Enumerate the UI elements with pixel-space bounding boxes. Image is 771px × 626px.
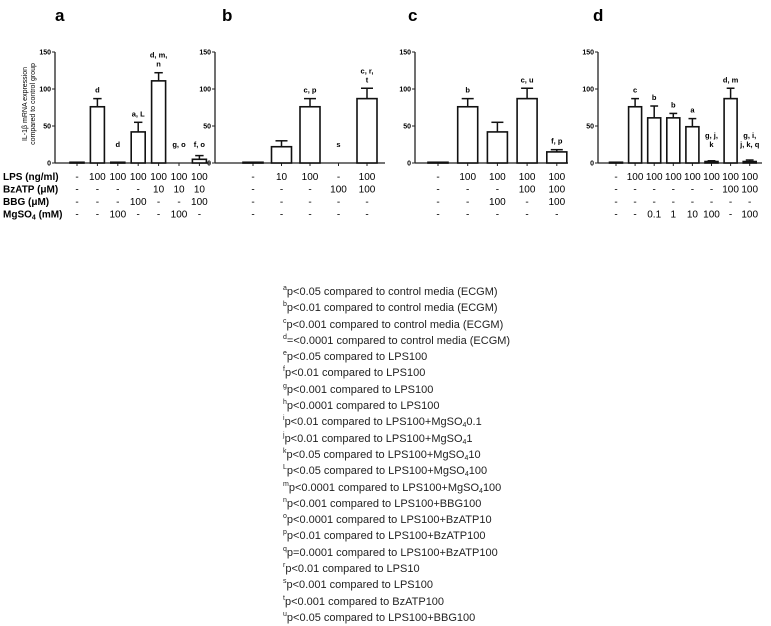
condition-value: - xyxy=(279,184,284,196)
condition-value: 10 xyxy=(173,184,185,196)
condition-value: - xyxy=(436,184,440,196)
bar xyxy=(90,107,104,163)
bar xyxy=(70,162,84,163)
condition-value: 0.1 xyxy=(647,209,662,221)
condition-value: - xyxy=(633,184,637,196)
bar xyxy=(724,99,737,163)
footnote: $^e$p<0.05 compared to LPS100 xyxy=(283,350,428,364)
condition-value: - xyxy=(525,209,529,221)
significance-label: b xyxy=(671,100,676,110)
condition-value: 10 xyxy=(153,184,165,196)
y-tick-label: 0 xyxy=(207,160,211,168)
condition-value: 100 xyxy=(89,172,106,183)
condition-row-label: BBG (μM) xyxy=(3,197,50,208)
significance-label: f, o xyxy=(193,140,206,149)
significance-label: c, r, xyxy=(360,66,374,76)
condition-value: 100 xyxy=(489,172,506,183)
significance-label: g, i, xyxy=(743,131,757,140)
condition-value: - xyxy=(690,184,695,196)
footnote: $^f$p<0.01 compared to LPS100 xyxy=(283,366,426,380)
condition-value: - xyxy=(308,197,312,208)
condition-value: - xyxy=(156,197,161,208)
significance-label: d xyxy=(115,140,121,149)
condition-value: - xyxy=(95,209,100,221)
condition-value: - xyxy=(466,197,470,208)
bar xyxy=(131,132,145,163)
footnote-marker: a xyxy=(283,285,287,292)
footnote: $^k$p<0.05 compared to LPS100+MgSO$_4$10 xyxy=(283,447,481,462)
condition-value: 100 xyxy=(645,172,663,183)
condition-value: - xyxy=(614,172,618,183)
footnote: $^d$=<0.0001 compared to control media (ECGM) xyxy=(283,333,511,347)
bar xyxy=(111,162,125,163)
footnote-marker: n xyxy=(283,496,287,504)
bar xyxy=(243,162,263,163)
footnote: $^n$p<0.001 compared to LPS100+BBG100 xyxy=(283,496,482,510)
footnote-marker: i xyxy=(283,415,285,423)
condition-value: - xyxy=(116,184,120,196)
y-tick-label: 100 xyxy=(39,86,51,94)
condition-value: - xyxy=(436,209,440,221)
condition-value: 100 xyxy=(664,172,682,183)
panel-letter-b: b xyxy=(222,6,233,25)
condition-value: 100 xyxy=(301,172,319,183)
footnote: $^j$p<0.01 compared to LPS100+MgSO$_4$1 xyxy=(283,431,473,446)
condition-value: 100 xyxy=(170,172,188,183)
condition-value: - xyxy=(671,197,675,208)
footnote-marker: m xyxy=(283,480,289,488)
footnote-marker: s xyxy=(283,578,287,586)
bar xyxy=(743,162,756,163)
bar xyxy=(705,162,718,163)
footnote-marker: L xyxy=(283,464,287,472)
y-tick-label: 150 xyxy=(199,49,211,57)
condition-value: - xyxy=(652,197,656,208)
condition-value: - xyxy=(251,184,255,196)
footnote: $^c$p<0.001 compared to control media (ECGM) xyxy=(283,317,504,331)
footnote-marker: b xyxy=(283,301,287,309)
condition-value: - xyxy=(466,209,470,221)
y-tick-label: 0 xyxy=(407,160,411,168)
condition-value: 100 xyxy=(548,184,566,196)
condition-value: - xyxy=(671,184,675,196)
footnote: $^t$p<0.001 compared to BzATP100 xyxy=(283,594,445,608)
significance-label: n xyxy=(156,59,161,69)
condition-value: - xyxy=(436,172,440,183)
footnote: $^o$p<0.0001 compared to LPS100+BzATP10 xyxy=(283,513,492,527)
condition-value: 100 xyxy=(703,209,720,221)
condition-value: 100 xyxy=(722,172,739,183)
condition-value: 100 xyxy=(358,172,376,183)
condition-value: - xyxy=(614,209,618,221)
footnote-marker: e xyxy=(283,350,287,358)
condition-value: 100 xyxy=(741,172,759,183)
condition-value: - xyxy=(555,209,559,221)
footnote: $^s$p<0.001 compared to LPS100 xyxy=(283,578,433,592)
bar xyxy=(648,118,661,163)
footnote-marker: j xyxy=(283,431,285,439)
condition-value: - xyxy=(728,209,733,221)
significance-label: d xyxy=(95,85,100,95)
condition-value: - xyxy=(748,197,752,208)
condition-value: - xyxy=(466,184,470,196)
significance-label: g, j, xyxy=(705,131,718,140)
bar xyxy=(152,81,166,163)
y-tick-label: 50 xyxy=(403,123,411,131)
condition-value: - xyxy=(614,184,618,196)
condition-value: 100 xyxy=(109,172,127,183)
condition-row-label: BzATP (μM) xyxy=(3,184,59,196)
condition-row-label: LPS (ng/ml) xyxy=(3,172,59,183)
condition-value: - xyxy=(336,172,341,183)
condition-value: 100 xyxy=(191,172,208,183)
panel-letter-d: d xyxy=(593,6,604,25)
condition-value: - xyxy=(197,209,202,221)
condition-value: - xyxy=(251,197,255,208)
condition-value: 100 xyxy=(518,172,536,183)
panel-letter-c: c xyxy=(408,6,418,25)
condition-value: - xyxy=(251,209,255,221)
condition-value: - xyxy=(336,197,341,208)
significance-label: g, o xyxy=(172,140,186,149)
panel-letter-a: a xyxy=(55,6,65,25)
condition-value: 100 xyxy=(489,197,506,208)
y-tick-label: 150 xyxy=(399,49,411,57)
condition-value: - xyxy=(279,197,284,208)
y-tick-label: 50 xyxy=(43,123,51,131)
condition-value: 100 xyxy=(722,184,739,196)
significance-label: j, k, q xyxy=(740,140,760,149)
footnote-marker: k xyxy=(283,447,287,455)
y-axis-title: compared to control group xyxy=(30,63,37,145)
y-axis-title: IL-1β mRNA expression xyxy=(22,66,29,142)
footnote-marker: u xyxy=(283,610,287,618)
condition-value: 100 xyxy=(191,197,208,208)
condition-value: - xyxy=(75,184,79,196)
y-tick-label: 100 xyxy=(199,86,211,94)
footnote: $^a$p<0.05 compared to control media (ECGM) xyxy=(283,285,498,298)
bar xyxy=(667,118,680,163)
condition-value: - xyxy=(709,197,714,208)
condition-value: 100 xyxy=(741,209,759,221)
footnote-marker: p xyxy=(283,529,287,537)
footnote: $^b$p<0.01 compared to control media (ECGM) xyxy=(283,301,498,315)
condition-value: - xyxy=(308,184,312,196)
significance-label: c, u xyxy=(520,75,534,85)
footnote: $^i$p<0.01 compared to LPS100+MgSO$_4$0.1 xyxy=(283,415,482,430)
significance-label: a xyxy=(690,105,695,115)
y-tick-label: 100 xyxy=(399,86,411,94)
condition-value: - xyxy=(728,197,733,208)
condition-value: 100 xyxy=(358,184,376,196)
condition-value: 100 xyxy=(548,197,566,208)
condition-value: 100 xyxy=(150,172,167,183)
y-tick-label: 50 xyxy=(203,123,211,131)
condition-value: - xyxy=(279,209,284,221)
condition-value: - xyxy=(136,184,140,196)
y-tick-label: 0 xyxy=(590,160,594,168)
significance-label: c xyxy=(633,85,638,95)
condition-value: - xyxy=(251,172,255,183)
significance-label: f, p xyxy=(551,136,563,146)
significance-label: s xyxy=(336,140,341,149)
footnote: $^L$p<0.05 compared to LPS100+MgSO$_4$100 xyxy=(283,464,488,479)
condition-value: 100 xyxy=(170,209,188,221)
bar xyxy=(610,162,623,163)
footnote: $^p$p<0.01 compared to LPS100+BzATP100 xyxy=(283,529,486,543)
condition-value: 10 xyxy=(275,172,288,183)
significance-label: b xyxy=(465,85,470,95)
footnote-marker: r xyxy=(283,562,286,570)
condition-value: 100 xyxy=(459,172,477,183)
bar xyxy=(629,107,642,163)
condition-value: - xyxy=(308,209,312,221)
footnote-marker: c xyxy=(283,317,287,325)
y-tick-label: 100 xyxy=(582,86,594,94)
footnotes xyxy=(283,284,510,626)
condition-value: - xyxy=(436,197,440,208)
condition-value: - xyxy=(614,197,618,208)
bar xyxy=(272,147,292,163)
condition-row-label: MgSO$_4$ (mM) xyxy=(3,209,63,222)
bar xyxy=(517,99,537,163)
y-tick-label: 50 xyxy=(586,123,594,131)
footnote: $^r$p<0.01 compared to LPS10 xyxy=(283,562,420,576)
bar xyxy=(458,107,478,163)
condition-value: - xyxy=(652,184,656,196)
condition-value: 100 xyxy=(129,197,147,208)
condition-value: - xyxy=(75,209,79,221)
condition-value: - xyxy=(336,209,341,221)
footnote-marker: h xyxy=(283,399,287,407)
condition-value: - xyxy=(95,197,100,208)
footnote-marker: f xyxy=(283,366,285,374)
footnote: $^u$p<0.05 compared to LPS100+BBG100 xyxy=(283,610,476,624)
footnote-marker: q xyxy=(283,545,287,553)
condition-value: - xyxy=(75,172,79,183)
y-tick-label: 150 xyxy=(39,49,51,57)
condition-value: 100 xyxy=(548,172,566,183)
footnote: $^h$p<0.0001 compared to LPS100 xyxy=(283,399,440,413)
condition-value: 100 xyxy=(684,172,701,183)
footnote-marker: o xyxy=(283,513,287,521)
footnote: $^g$p<0.001 compared to LPS100 xyxy=(283,382,434,396)
bar xyxy=(192,159,206,163)
condition-value: - xyxy=(75,197,79,208)
significance-label: b xyxy=(651,93,657,103)
footnote-marker: d xyxy=(283,333,287,341)
condition-value: 100 xyxy=(518,184,536,196)
condition-value: 10 xyxy=(193,184,205,196)
condition-value: - xyxy=(633,209,637,221)
y-tick-label: 0 xyxy=(47,160,51,168)
condition-value: - xyxy=(365,197,369,208)
condition-value: 100 xyxy=(129,172,147,183)
condition-value: - xyxy=(525,197,529,208)
footnote: $^q$p=0.0001 compared to LPS100+BzATP100 xyxy=(283,545,498,559)
significance-label: k xyxy=(709,140,714,149)
significance-label: d, m xyxy=(722,75,739,85)
condition-value: - xyxy=(633,197,637,208)
condition-value: - xyxy=(709,184,714,196)
condition-value: 1 xyxy=(670,209,677,221)
footnote-marker: g xyxy=(283,382,287,390)
significance-label: t xyxy=(365,75,369,85)
footnote: $^m$p<0.0001 compared to LPS100+MgSO$_4$100 xyxy=(283,480,502,495)
bar xyxy=(547,152,567,163)
condition-value: - xyxy=(495,184,500,196)
bar xyxy=(487,132,507,163)
condition-value: 100 xyxy=(703,172,720,183)
bar xyxy=(300,107,320,163)
condition-value: 100 xyxy=(109,209,127,221)
condition-value: 100 xyxy=(626,172,644,183)
figure xyxy=(0,0,771,280)
condition-value: - xyxy=(690,197,695,208)
condition-value: 100 xyxy=(741,184,759,196)
bar xyxy=(428,162,448,163)
y-tick-label: 150 xyxy=(582,49,594,57)
condition-value: - xyxy=(365,209,369,221)
bar xyxy=(357,99,377,163)
significance-label: d, m, xyxy=(149,50,168,60)
condition-value: - xyxy=(156,209,161,221)
condition-value: - xyxy=(95,184,100,196)
significance-label: a, L xyxy=(131,109,145,119)
condition-value: - xyxy=(495,209,500,221)
footnote-marker: t xyxy=(283,594,285,602)
condition-value: 10 xyxy=(686,209,698,221)
condition-value: - xyxy=(116,197,120,208)
bar xyxy=(686,127,699,163)
condition-value: 100 xyxy=(330,184,347,196)
significance-label: c, p xyxy=(303,85,317,95)
condition-value: - xyxy=(136,209,140,221)
condition-value: - xyxy=(177,197,181,208)
